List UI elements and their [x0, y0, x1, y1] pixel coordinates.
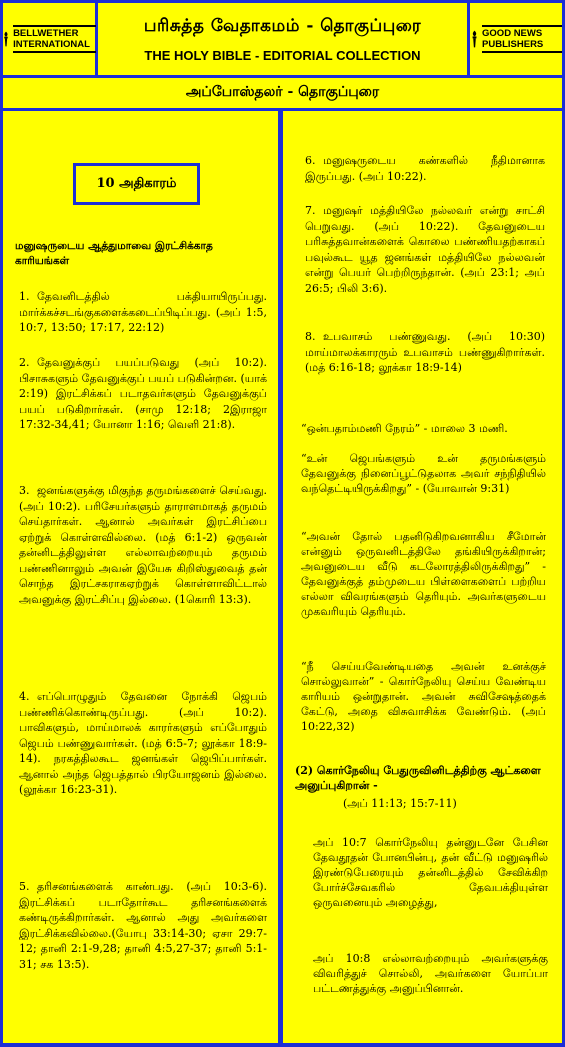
bellwether-logo [3, 3, 95, 75]
item-text: தேவனிடத்தில் பக்தியாயிருப்பது. மார்க்கச்சடங்குகளைக்கடைப்பிடிப்பது. (அப் 1:5, 10:7, 13:50; 17:17, 22:12) [19, 290, 267, 334]
item-text: தரிசனங்களைக் காண்பது. (அப் 10:3-6). இரட்சிக்கப் படாதோர்கூட தரிசனங்களைக் கண்டிருக்கிறார்கள். ஆனால் அது அவர்களை இரட்சிக்கவில்லை.(யோபு 33:14-30; ஏசா 29:7-12; தானி 2:1-9,28; தானி 4:5,27-37; தானி 5:1-31; சக 13:5). [19, 880, 267, 971]
note-ninth-hour: “ஒன்பதாம்மணி நேரம்” - மாலை 3 மணி. [301, 422, 508, 435]
torch-icon [2, 25, 10, 53]
item-number: 2. [19, 356, 30, 369]
title-english: THE HOLY BIBLE - EDITORIAL COLLECTION [144, 47, 421, 63]
header [3, 3, 562, 75]
list-item [19, 689, 267, 798]
item-text: எப்பொழுதும் தேவனை நோக்கி ஜெபம் பண்ணிக்கொண்டிருப்பது. (அப் 10:2). பாவிகளும், மாய்மாலக் காரர்களும் எப்போதும் ஜெபம் பண்ணுவார்கள். (மத் 6:5-7; லூக்கா 18:9-14). நரகத்திலகூட ஜனங்கள் ஜெபிப்பார்கள். ஆனால் அந்த ஜெபத்தால் பிரயோஜனம் இல்லை. (லூக்கா 16:23-31). [19, 690, 267, 796]
quote-tell-you: “நீ செய்யவேண்டியதை அவன் உனக்குச் சொல்லுவான்” - கொர்நேலியு செய்ய வேண்டிய காரியம் ஒன்றுதான். அவன் சுவிசேஷத்தைக் கேட்டு, அதை விசுவாசிக்க வேண்டும். (அப் 10:22,32) [301, 660, 546, 733]
quote-simon: “அவன் தோல் பதனிடுகிறவனாகிய சீமோன் என்னும் ஒருவனிடத்திலே தங்கியிருக்கிறான்; அவனுடைய வீடு கடலோரத்திலிருக்கிறது” - தேவனுக்குத் தம்முடைய பிள்ளைகளைப் பற்றிய எல்லா விவரங்களும் தெரியும். அவர்களுடைய முகவரியும் தெரியும். [301, 530, 546, 618]
list-item [305, 153, 545, 184]
item-text: உபவாசம் பண்ணுவது. (அப் 10:30) மாய்மாலக்காரரும் உபவாசம் பண்ணுகிறார்கள். (மத் 6:16-18; லூக்கா 18:9-14) [305, 330, 545, 374]
title-box [98, 3, 467, 75]
logo-right-text: GOOD NEWS PUBLISHERS [482, 25, 562, 53]
verse-10-7: அப் 10:7 கொர்நேலியு தன்னுடனே பேசின தேவதூதன் போனபின்பு, தன் வீட்டு மனுஷரில் இரண்டுபேரையும் தன்னிடத்தில் சேவிக்கிற போர்ச்சேவகரில் தேவபக்தியுள்ள ஒருவனையும் அழைத்து, [313, 836, 548, 909]
item-number: 6. [305, 154, 316, 167]
torch-icon [470, 25, 479, 53]
section-title: மனுஷருடைய ஆத்துமாவை இரட்சிக்காத காரியங்கள் [15, 240, 213, 267]
item-number: 7. [305, 204, 316, 217]
section2-title: (2) கொர்நேலியு பேதுருவினிடத்திற்கு ஆட்களை அனுப்புகிறான் - [295, 764, 541, 792]
list-item [19, 355, 267, 433]
item-text: மனுஷருடைய கண்களில் நீதிமானாக இருப்பது. (அப் 10:22). [305, 154, 545, 183]
verse-10-8: அப் 10:8 எல்லாவற்றையும் அவர்களுக்கு விவரித்துச் சொல்லி, அவர்களை யோப்பா பட்டணத்துக்கு அனுப்பினான். [313, 952, 548, 995]
logo-left-text: BELLWETHER INTERNATIONAL [13, 25, 96, 53]
item-text: தேவனுக்குப் பயப்படுவது (அப் 10:2). பிசாசுகளும் தேவனுக்குப் பயப் படுகின்றன. (யாக் 2:19) இரட்சிக்கப் படாதவர்களும் தேவனுக்குப் பயப் படுகிறார்கள். (சாமு 12:18; 2இராஜா 17:32-34,41; யோனா 1:16; வெளி 21:8). [19, 356, 267, 431]
item-number: 3. [19, 484, 30, 497]
list-item [19, 879, 267, 972]
list-item [305, 203, 545, 296]
chapter-heading: 10 அதிகாரம் [73, 163, 200, 205]
right-column [283, 111, 562, 1043]
list-item [19, 289, 267, 336]
title-tamil: பரிசுத்த வேதாகமம் - தொகுப்புரை [143, 15, 422, 36]
left-column [3, 111, 278, 1043]
good-news-logo [470, 3, 562, 75]
list-item [305, 329, 545, 376]
book-subtitle: அப்போஸ்தலர் - தொகுப்புரை [3, 78, 562, 108]
quote-prayers: “உன் ஜெபங்களும் உன் தருமங்களும் தேவனுக்கு நினைப்பூட்டுதலாக அவர் சந்நிதியில் வந்தெட்டியிருக்கிறது” - (யோவான் 9:31) [301, 452, 546, 495]
list-item [19, 483, 267, 607]
item-number: 4. [19, 690, 30, 703]
item-number: 5. [19, 880, 30, 893]
item-text: ஜனங்களுக்கு மிகுந்த தருமங்களைச் செய்வது. (அப் 10:2). பரிசேயர்களும் தாராளமாகத் தருமம் செய்தார்கள். ஆனால் அவர்கள் இரட்சிப்பை ஏற்றுக் கொள்ளவில்லை. (மத் 6:1-2) ஒருவன் தன்னிடத்திலுள்ள எல்லாவற்றையும் தருமம் பண்ணினாலும் அவன் இயேசு கிறிஸ்துவைத் தன் சொந்த இரட்சகராகஏற்றுக் கொள்ளாவிட்டால் அவனுக்கு இரட்சிப்பு இல்லை. (1கொரி 13:3). [19, 484, 267, 606]
section2-ref: (அப் 11:13; 15:7-11) [343, 797, 457, 810]
item-number: 8. [305, 330, 316, 343]
item-text: மனுஷர் மத்தியிலே நல்லவர் என்று சாட்சி பெறுவது. (அப் 10:22). தேவனுடைய பரிசுத்தவான்களைக் கொலை பண்ணியதற்காகப் பவுல்கூட யூத ஜனங்கள் மத்தியிலே நல்லவன் என்று பெயர் பெற்றிருந்தான். (அப் 23:1; அப் 26:5; பிலி 3:6). [305, 204, 545, 295]
item-number: 1. [19, 290, 30, 303]
